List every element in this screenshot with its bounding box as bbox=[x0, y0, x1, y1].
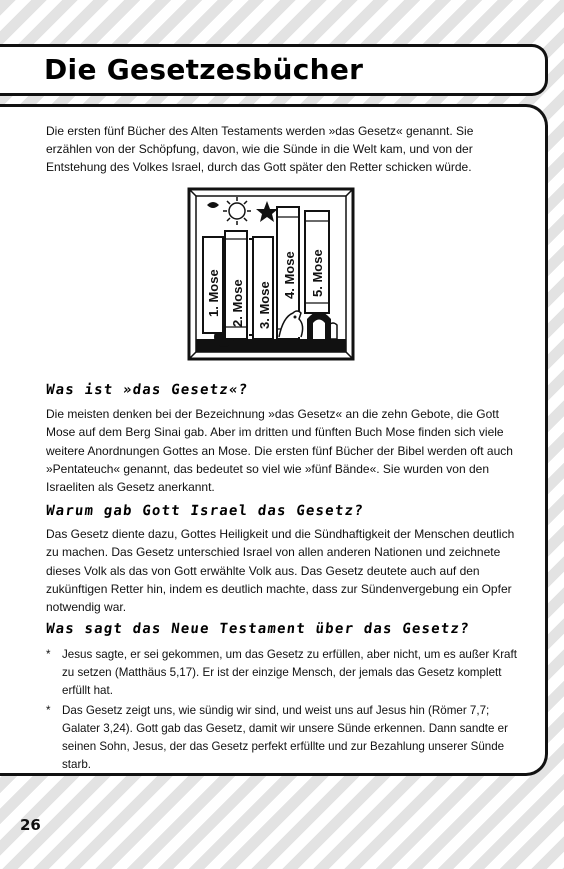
page-title: Die Gesetzesbücher bbox=[44, 53, 364, 86]
title-bar bbox=[0, 44, 548, 96]
section-text-1: Die meisten denken bei der Bezeichnung »das Gesetz« an die zehn Gebote, die Gott Mose auf dem Berg Sinai gab. Aber im dritten und fünften Buch Mose finden sich viele weitere Anordnungen Gottes an Mose. Die ersten fünf Bücher der Bibel werden oft auch »Pentateuch« genannt, das bedeutet so viel wie »fünf Bände«. Sie wurden von den Israeliten als Gesetz anerkannt. bbox=[46, 407, 513, 495]
section-heading-2: Warum gab Gott Israel das Gesetz? bbox=[45, 503, 365, 519]
intro-paragraph: Die ersten fünf Bücher des Alten Testaments werden »das Gesetz« genannt. Sie erzählen von der Schöpfung, davon, wie die Sünde in die Welt kam, und von der Entstehung des Volkes Israel, durch das Gott später den Retter schicken würde. bbox=[46, 124, 474, 174]
page-number: 26 bbox=[20, 816, 41, 834]
section-heading-1: Was ist »das Gesetz«? bbox=[45, 382, 250, 398]
bullet-text: Das Gesetz zeigt uns, wie sündig wir sind, und weist uns auf Jesus hin (Römer 7,7; Galater 3,24). Gott gab das Gesetz, damit wir unsere Sünde erkennen. Dann sandte er seinen Sohn, Jesus, der das Gesetz perfekt erfüllte und zur Bezahlung unserer Sünde starb. bbox=[62, 704, 508, 771]
bullet-list bbox=[46, 646, 518, 776]
book-label-1: 1. Mose bbox=[206, 269, 221, 317]
book-label-2: 2. Mose bbox=[230, 279, 245, 327]
list-item bbox=[46, 646, 518, 700]
book-label-3: 3. Mose bbox=[257, 281, 272, 329]
bullet-marker: * bbox=[46, 648, 51, 661]
section-heading-3: Was sagt das Neue Testament über das Gesetz? bbox=[45, 621, 471, 637]
book-label-5: 5. Mose bbox=[310, 249, 325, 297]
sun-icon bbox=[223, 197, 251, 225]
section-text-2: Das Gesetz diente dazu, Gottes Heiligkeit und die Sündhaftigkeit der Menschen deutlich zu machen. Das Gesetz unterschied Israel von allen anderen Nationen und zeichnete dieses Volk als das von Gott erwählte Volk aus. Das Gesetz deutete auch auf den zukünftigen Retter hin, indem es deutlich machte, dass zur Sündenvergebung ein Opfer notwendig war. bbox=[46, 527, 515, 615]
arch-icon bbox=[307, 312, 337, 339]
book-label-4: 4. Mose bbox=[282, 251, 297, 299]
list-item bbox=[46, 702, 518, 774]
bullet-text: Jesus sagte, er sei gekommen, um das Gesetz zu erfüllen, aber nicht, um es außer Kraft zu setzen (Matthäus 5,17). Er ist der einzige Mensch, der jemals das Gesetz komplett erfüllt hat. bbox=[62, 648, 517, 697]
bullet-marker: * bbox=[46, 704, 51, 717]
bookshelf-illustration bbox=[187, 187, 355, 361]
